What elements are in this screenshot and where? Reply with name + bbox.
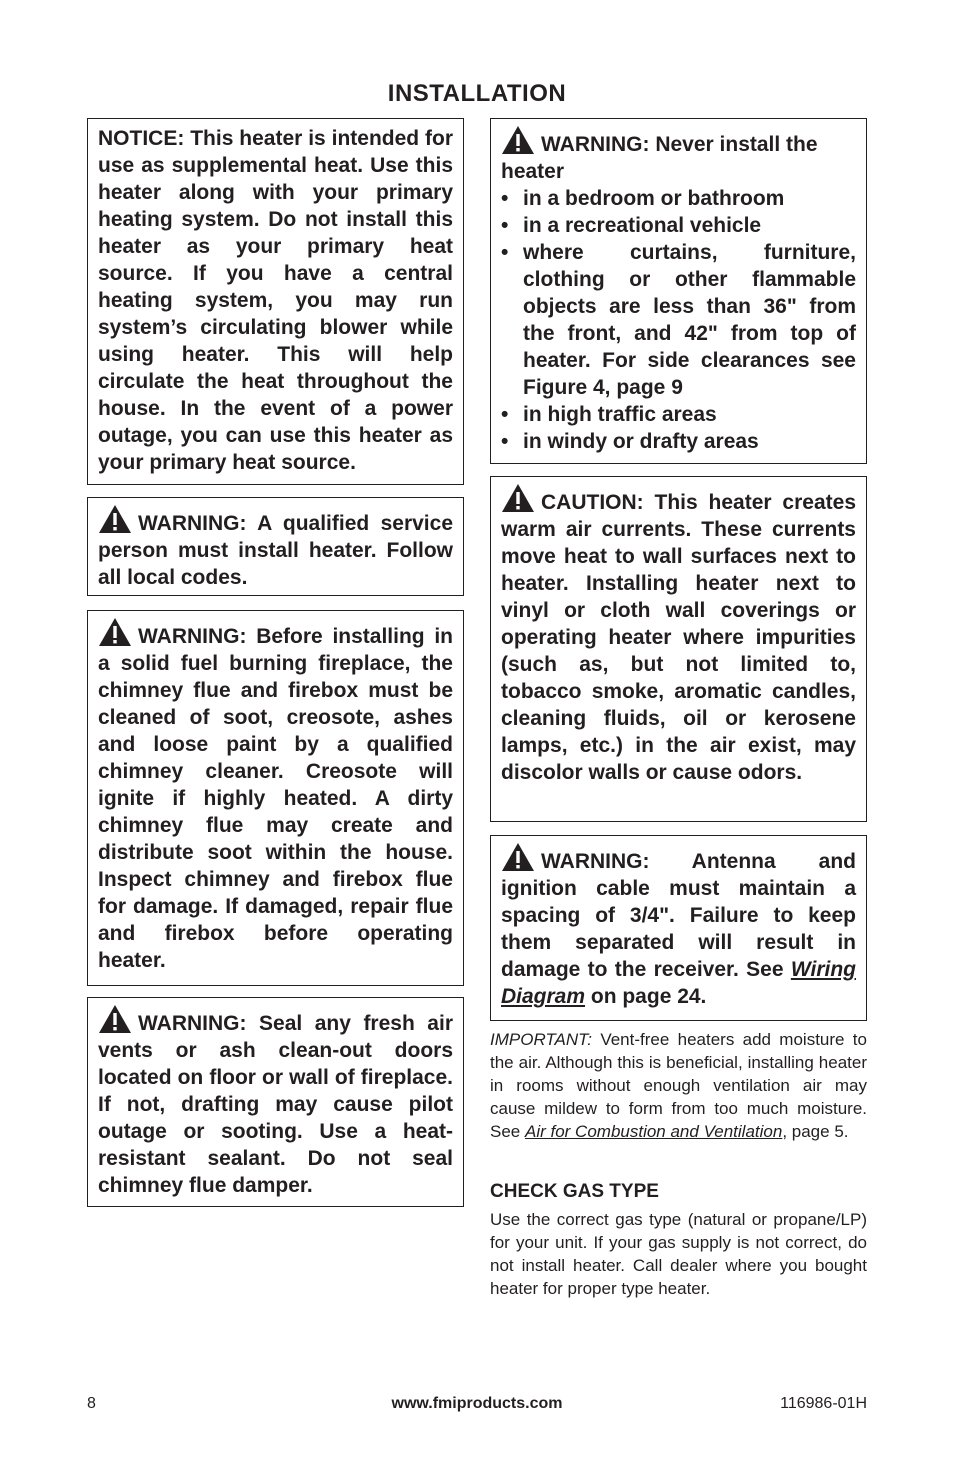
warning-triangle-icon bbox=[98, 617, 132, 647]
warning-triangle-icon bbox=[501, 483, 535, 513]
caution-text: CAUTION: This heater creates warm air currents. These currents move heat to wall surfaces next to heater. Installing heater next to vinyl or cloth wall coverings or operating heater where impurities (such as, but not limited to, tobacco smoke, aromatic candles, cleaning fluids, oil or kerosene lamps, etc.) in the air exist, may discolor walls or cause odors. bbox=[501, 491, 856, 784]
website-url: www.fmiproducts.com bbox=[391, 1395, 563, 1412]
warning-never-intro: WARNING: Never install the heater bbox=[501, 133, 818, 183]
page-title: INSTALLATION bbox=[387, 80, 567, 107]
list-item: • where curtains, furniture, clothing or other flammable objects are less than 36" from the front, and 42" from top of heater. For side clearances see Figure 4, page 9 bbox=[501, 239, 856, 401]
notice-text: NOTICE: This heater is intended for use as supplemental heat. Use this heater along with your primary heating system. Do not install this heater as your primary heat source. If you have a central heating system, you may run system’s circulating blower while using heater. This will help circulate the heat throughout the house. In the event of a power outage, you can use this heater as your primary heat source. bbox=[98, 127, 453, 474]
check-gas-type-text: Use the correct gas type (natural or propane/LP) for your unit. If your gas supply is not correct, do not install heater. Call dealer where you bought heater for proper type heater. bbox=[490, 1210, 867, 1298]
important-text: Vent-free heaters add moisture to the air. Although this is beneficial, installing heater in rooms without enough ventilation air may cause mildew to form from too much moisture. See bbox=[490, 1030, 867, 1141]
air-combustion-link[interactable]: Air for Combustion and Ventilation bbox=[524, 1122, 783, 1141]
important-label: IMPORTANT: bbox=[490, 1030, 592, 1049]
page-number: 8 bbox=[87, 1395, 96, 1412]
list-item: • in a bedroom or bathroom bbox=[501, 185, 856, 212]
important-text-after: , page 5. bbox=[782, 1122, 849, 1141]
warning-triangle-icon bbox=[501, 842, 535, 872]
warning-triangle-icon bbox=[98, 1004, 132, 1034]
warning-qualified-box bbox=[87, 497, 464, 596]
list-item: • in windy or drafty areas bbox=[501, 428, 856, 455]
warning-never-list bbox=[501, 185, 856, 455]
list-item: • in a recreational vehicle bbox=[501, 212, 856, 239]
notice-box bbox=[87, 118, 464, 485]
warning-triangle-icon bbox=[501, 125, 535, 155]
warning-seal-text: WARNING: Seal any fresh air vents or ash clean-out doors located on floor or wall of fireplace. If not, drafting may cause pilot outage or sooting. Use a heat-resistant sealant. Do not seal chimney flue damper. bbox=[98, 1012, 453, 1197]
warning-chimney-box bbox=[87, 610, 464, 986]
caution-box bbox=[490, 476, 867, 822]
warning-antenna-box bbox=[490, 835, 867, 1021]
warning-never-box bbox=[490, 118, 867, 464]
warning-qualified-text: WARNING: A qualified service person must install heater. Follow all local codes. bbox=[98, 512, 453, 589]
warning-antenna-text: WARNING: Antenna and ignition cable must maintain a spacing of 3/4". Failure to keep them separated will result in damage to the receiver. See bbox=[501, 850, 856, 981]
wiring-diagram-link[interactable]: Wiring Diagram bbox=[501, 958, 856, 1008]
warning-antenna-text-after: on page 24. bbox=[585, 985, 707, 1008]
warning-seal-box bbox=[87, 997, 464, 1207]
important-paragraph bbox=[490, 1028, 867, 1143]
list-item: • in high traffic areas bbox=[501, 401, 856, 428]
warning-chimney-text: WARNING: Before installing in a solid fuel burning fireplace, the chimney flue and firebox must be cleaned of soot, creosote, ashes and loose paint by a qualified chimney cleaner. Creosote will ignite if highly heated. A dirty chimney flue may create and distribute soot within the house. Inspect chimney and firebox flue for damage. If damaged, repair flue and firebox before operating heater. bbox=[98, 625, 453, 972]
document-number: 116986-01H bbox=[780, 1395, 867, 1412]
check-gas-type-heading: CHECK GAS TYPE bbox=[490, 1181, 659, 1202]
warning-triangle-icon bbox=[98, 504, 132, 534]
